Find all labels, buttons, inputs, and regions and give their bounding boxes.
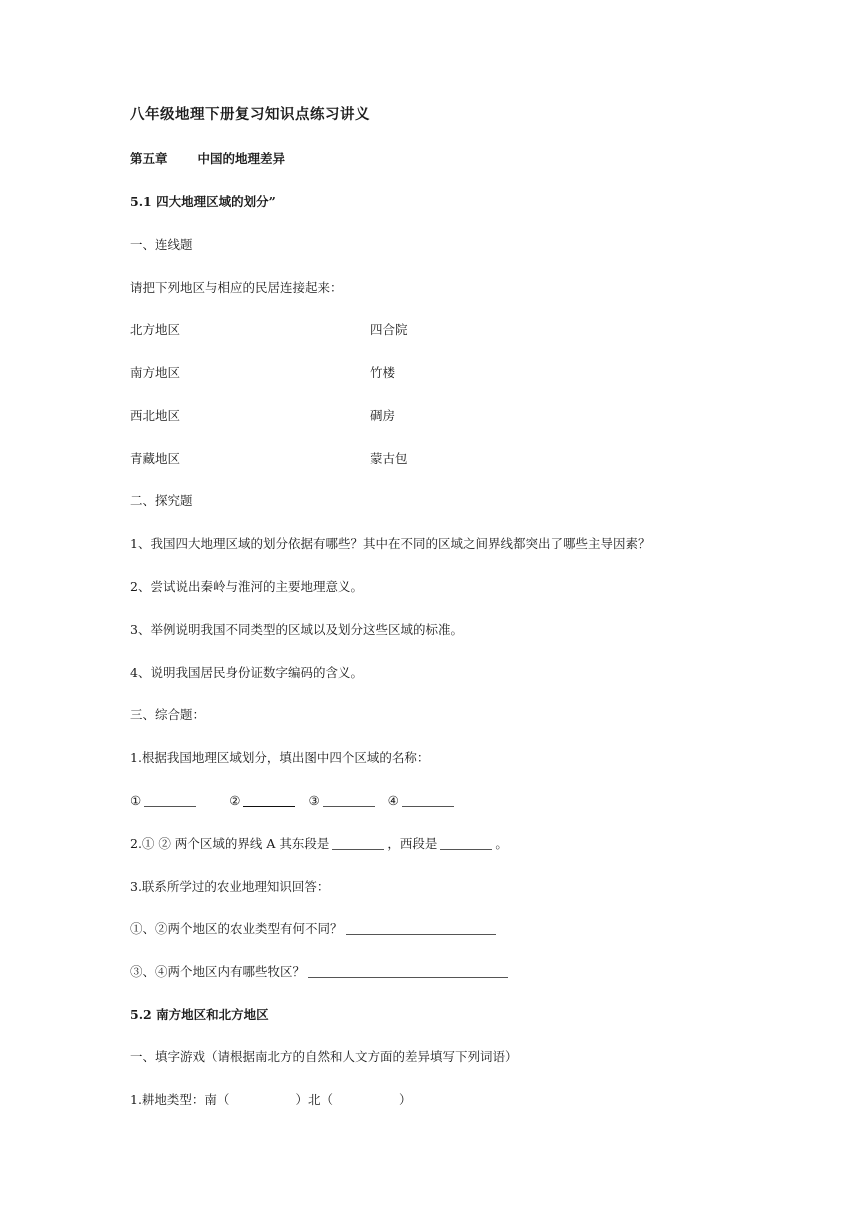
question-text: ，西段是: [387, 836, 438, 851]
dwelling-item: 蒙古包: [370, 451, 408, 466]
question-text: ①、②两个地区的农业类型有何不同？: [130, 921, 343, 936]
fill-question-1: [130, 1092, 411, 1108]
chapter-number: 第五章: [130, 151, 168, 166]
region-item: 南方地区: [130, 365, 181, 380]
answer-blank[interactable]: [308, 965, 508, 978]
question-text: 1.耕地类型：南（: [130, 1092, 230, 1107]
circled-number: ①: [130, 793, 142, 808]
question-text: ）北（: [295, 1092, 333, 1107]
inquiry-question: 3、举例说明我国不同类型的区域以及划分这些区域的标准。: [130, 622, 463, 637]
question-text: ）: [398, 1092, 412, 1107]
chapter-heading: [130, 151, 285, 167]
comprehensive-subquestion: [130, 921, 499, 937]
answer-blank[interactable]: [346, 922, 496, 935]
fill-game-instruction: 一、填字游戏（请根据南北方的自然和人文方面的差异填写下列词语）: [130, 1049, 518, 1064]
dwelling-item: 碉房: [370, 408, 396, 423]
circled-number: ②: [229, 793, 241, 808]
part-heading-inquiry: 二、探究题: [130, 493, 193, 508]
circled-number: ③: [308, 793, 320, 808]
section-heading-5-1: 5.1 四大地理区域的划分”: [130, 194, 276, 209]
part-heading-comprehensive: 三、综合题：: [130, 707, 206, 722]
comprehensive-subquestion: [130, 964, 511, 980]
document-title: 八年级地理下册复习知识点练习讲义: [130, 106, 370, 123]
inquiry-question: 2、尝试说出秦岭与淮河的主要地理意义。: [130, 579, 363, 594]
answer-blank[interactable]: [332, 837, 384, 850]
answer-blank[interactable]: [144, 794, 196, 807]
matching-instruction: 请把下列地区与相应的民居连接起来：: [130, 280, 343, 295]
inquiry-question: 1、我国四大地理区域的划分依据有哪些？其中在不同的区域之间界线都突出了哪些主导因素？: [130, 536, 651, 551]
region-item: 西北地区: [130, 408, 181, 423]
answer-blank[interactable]: [243, 794, 295, 807]
answer-blank[interactable]: [323, 794, 375, 807]
circled-number: ④: [387, 793, 399, 808]
dwelling-item: 四合院: [370, 322, 408, 337]
section-heading-5-2: 5.2 南方地区和北方地区: [130, 1007, 269, 1022]
answer-blank[interactable]: [440, 837, 492, 850]
chapter-name: 中国的地理差异: [197, 151, 286, 166]
inquiry-question: 4、说明我国居民身份证数字编码的含义。: [130, 665, 363, 680]
region-item: 北方地区: [130, 322, 181, 337]
question-text: 。: [495, 836, 508, 851]
answer-blank[interactable]: [402, 794, 454, 807]
region-name-blanks: [130, 793, 457, 809]
comprehensive-question-1: 1.根据我国地理区域划分，填出图中四个区域的名称：: [130, 750, 430, 765]
dwelling-item: 竹楼: [370, 365, 396, 380]
question-text: ③、④两个地区内有哪些牧区？: [130, 964, 306, 979]
comprehensive-question-3: 3.联系所学过的农业地理知识回答：: [130, 879, 330, 894]
question-text: 2.① ② 两个区域的界线 A 其东段是: [130, 836, 330, 851]
part-heading-matching: 一、连线题: [130, 237, 193, 252]
comprehensive-question-2: [130, 836, 508, 852]
region-item: 青藏地区: [130, 451, 181, 466]
